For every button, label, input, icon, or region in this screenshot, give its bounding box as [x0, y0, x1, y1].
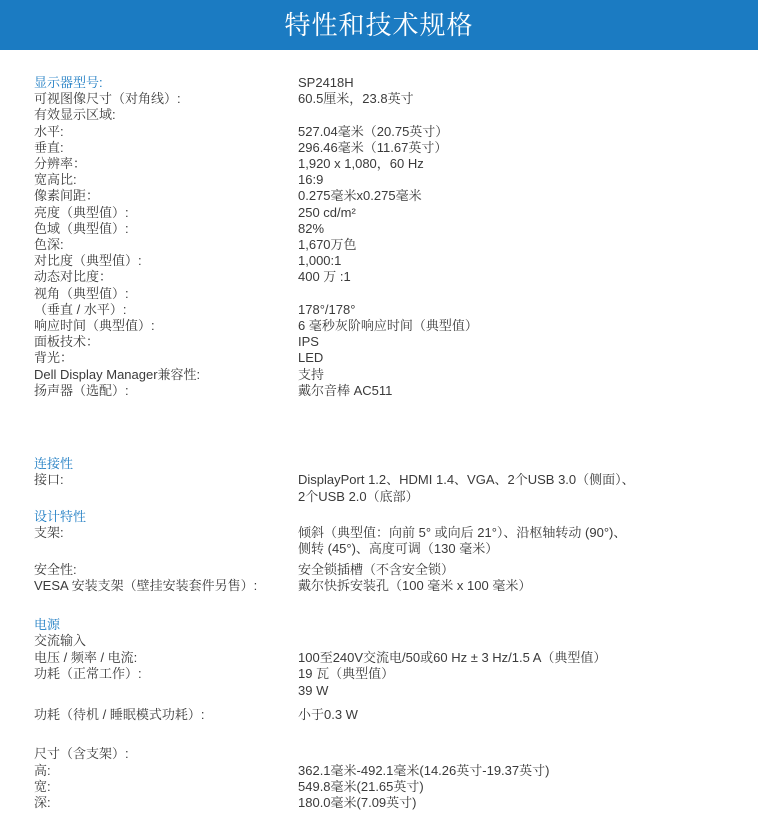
spec-row	[34, 706, 744, 723]
spec-label: 背光：	[34, 350, 74, 366]
spec-label: 显示器型号:	[34, 75, 103, 90]
spec-value: 侧转 (45°)、高度可调（130 毫米）	[298, 541, 499, 556]
spec-label: 功耗（待机 / 睡眠模式功耗）:	[34, 707, 205, 722]
spec-label: 接口:	[34, 472, 64, 487]
spec-label: 尺寸（含支架）:	[34, 746, 129, 761]
spec-row	[34, 236, 744, 253]
section-title: 电源	[34, 617, 61, 632]
spec-label: （垂直 / 水平）:	[34, 301, 127, 317]
spec-label: 水平:	[34, 123, 64, 139]
spec-row	[34, 561, 744, 578]
spec-row	[34, 649, 744, 666]
spec-row	[34, 171, 744, 188]
spec-value: 戴尔音棒 AC511	[298, 382, 393, 398]
spec-label: 安全性:	[34, 562, 77, 577]
spec-value: 倾斜（典型值：向前 5° 或向后 21°）、沿枢轴转动 (90°)、	[298, 525, 627, 540]
spec-row	[34, 488, 744, 505]
spec-label: 交流输入	[34, 633, 87, 648]
spec-row	[34, 74, 744, 91]
section-power	[34, 616, 744, 633]
spec-row	[34, 665, 744, 682]
spec-label: 响应时间（典型值）:	[34, 318, 155, 333]
spec-row	[34, 333, 744, 350]
spec-label: VESA 安装支架（壁挂安装套件另售）:	[34, 578, 258, 593]
spec-label: 动态对比度：	[34, 269, 113, 285]
spec-row	[34, 349, 744, 366]
spec-row	[34, 285, 744, 302]
spec-label: 对比度（典型值）:	[34, 253, 142, 269]
spec-label: 扬声器（选配）:	[34, 382, 129, 398]
spec-label: 分辨率：	[34, 156, 87, 171]
spec-row	[34, 106, 744, 123]
spec-value: 100至240V交流电/50或60 Hz ± 3 Hz/1.5 A（典型值）	[298, 650, 607, 665]
spec-row	[34, 301, 744, 318]
spec-value: LED	[298, 350, 324, 366]
spec-row	[34, 252, 744, 269]
spec-value: 296.46毫米（11.67英寸）	[298, 139, 448, 155]
spec-value: 60.5厘米，23.8英寸	[298, 91, 414, 107]
spec-value: 6 毫秒灰阶响应时间（典型值）	[298, 318, 478, 333]
spec-value: 1,000:1	[298, 253, 342, 269]
spec-row	[34, 90, 744, 107]
spec-row	[34, 471, 744, 488]
spec-label: 电压 / 频率 / 电流:	[34, 650, 138, 665]
spec-row	[34, 317, 744, 334]
spec-row	[34, 139, 744, 156]
spec-row	[34, 123, 744, 140]
spec-value: 支持	[298, 366, 325, 382]
section-design	[34, 508, 744, 525]
spec-value: 527.04毫米（20.75英寸）	[298, 123, 449, 139]
spec-value: 82%	[298, 220, 325, 236]
spec-label: 高:	[34, 763, 51, 778]
spec-value: 19 瓦（典型值）	[298, 666, 395, 681]
spec-row	[34, 366, 744, 383]
spec-label: 垂直:	[34, 139, 64, 155]
spec-value: 安全锁插槽（不含安全锁）	[298, 562, 455, 577]
spec-value: 2个USB 2.0（底部）	[298, 488, 419, 504]
spec-row	[34, 187, 744, 204]
spec-label: 面板技术：	[34, 334, 100, 350]
section-title: 设计特性	[34, 509, 87, 524]
spec-row	[34, 632, 744, 649]
spec-label: 色域（典型值）:	[34, 220, 129, 236]
spec-row	[34, 778, 744, 795]
page-title: 特性和技术规格	[284, 10, 474, 40]
spec-value: 39 W	[298, 683, 329, 698]
spec-row	[34, 577, 744, 594]
spec-value: 16:9	[298, 172, 324, 188]
spec-value: DisplayPort 1.2、HDMI 1.4、VGA、2个USB 3.0（侧面）、	[298, 472, 635, 487]
spec-row	[34, 762, 744, 779]
spec-value: 549.8毫米(21.65英寸)	[298, 779, 424, 794]
spec-value: 小于0.3 W	[298, 707, 358, 722]
spec-row	[34, 745, 744, 762]
spec-label: 宽高比:	[34, 172, 77, 188]
spec-value: 400 万 :1	[298, 269, 351, 285]
spec-value: 362.1毫米-492.1毫米(14.26英寸-19.37英寸)	[298, 763, 550, 778]
spec-value: 1,670万色	[298, 237, 357, 252]
spec-value: 178°/178°	[298, 301, 356, 317]
spec-row	[34, 682, 744, 699]
spec-label: Dell Display Manager兼容性:	[34, 366, 201, 382]
spec-row	[34, 540, 744, 557]
spec-row	[34, 204, 744, 221]
spec-label: 功耗（正常工作）:	[34, 666, 142, 681]
spec-row	[34, 155, 744, 172]
spec-label: 色深:	[34, 237, 64, 252]
spec-row	[34, 220, 744, 237]
spec-row	[34, 794, 744, 811]
spec-value: 1,920 x 1,080，60 Hz	[298, 156, 424, 171]
spec-value: 0.275毫米x0.275毫米	[298, 188, 422, 204]
spec-label: 亮度（典型值）:	[34, 204, 129, 220]
spec-label: 宽:	[34, 779, 51, 794]
spec-value: IPS	[298, 334, 319, 350]
section-title: 连接性	[34, 456, 74, 471]
spec-row	[34, 268, 744, 285]
spec-value: 180.0毫米(7.09英寸)	[298, 795, 417, 810]
spec-label: 有效显示区域:	[34, 107, 116, 123]
spec-label: 视角（典型值）:	[34, 285, 129, 301]
spec-label: 像素间距：	[34, 188, 100, 204]
page-header	[0, 0, 758, 50]
spec-row	[34, 524, 744, 541]
spec-value: 250 cd/m²	[298, 204, 356, 220]
section-connectivity	[34, 455, 744, 472]
spec-value: 戴尔快拆安装孔（100 毫米 x 100 毫米）	[298, 578, 532, 593]
spec-label: 支架:	[34, 525, 64, 540]
spec-row	[34, 382, 744, 399]
spec-label: 可视图像尺寸（对角线）:	[34, 91, 181, 107]
spec-value: SP2418H	[298, 75, 354, 90]
spec-label: 深:	[34, 795, 51, 810]
